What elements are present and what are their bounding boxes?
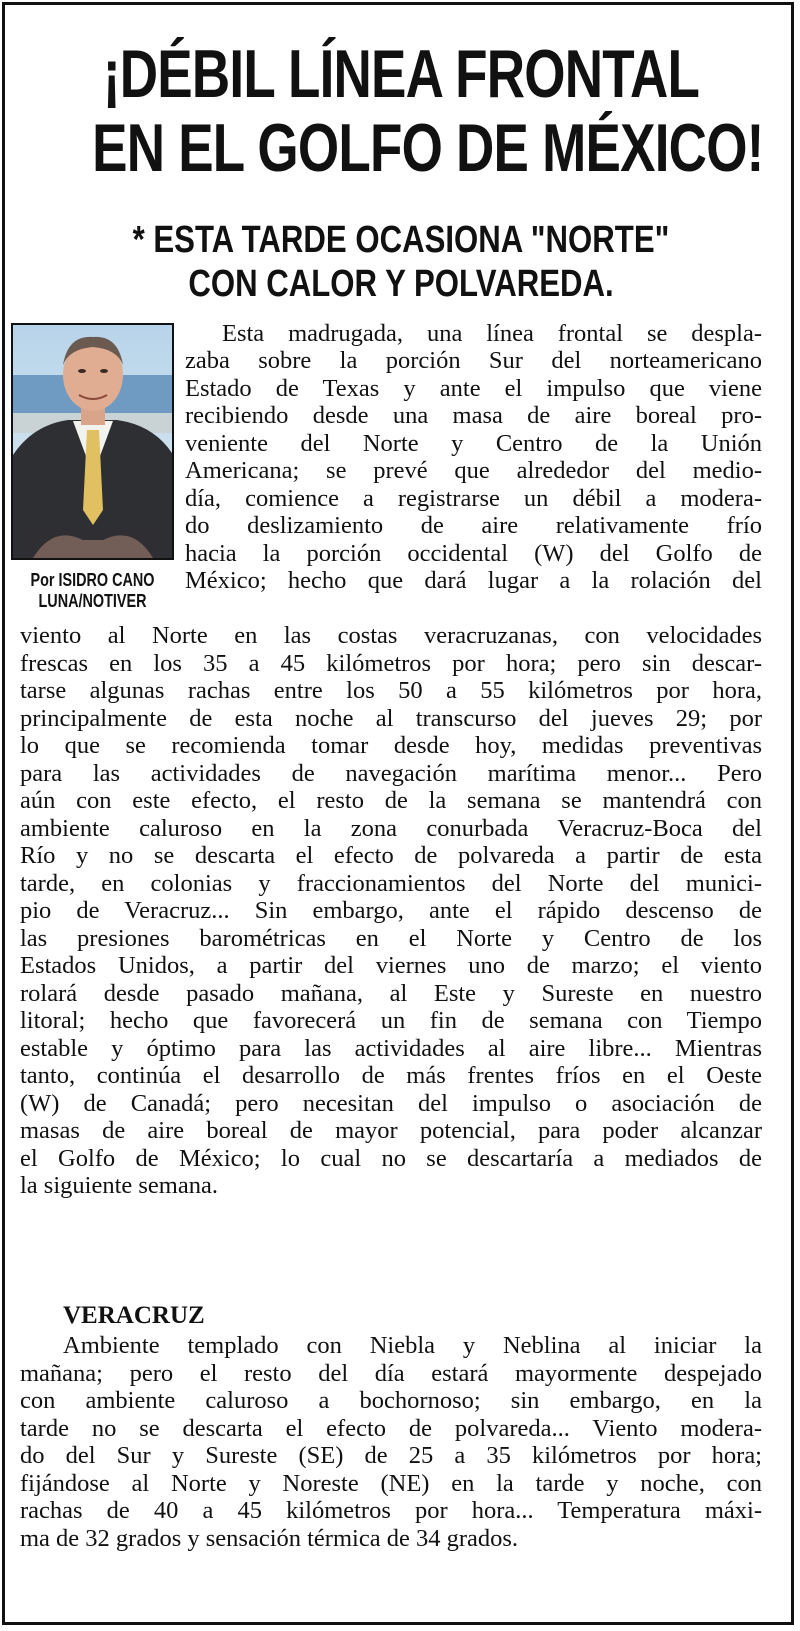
article-line: veniente del Norte y Centro de la Unión (185, 430, 762, 457)
article-line: Estados Unidos, a partir del viernes uno de marzo; el viento (20, 952, 762, 979)
article-line: las presiones barométricas en el Norte y Centro de los (20, 925, 762, 952)
author-portrait-image (13, 325, 172, 558)
article-line: Río y no se descarta el efecto de polvareda a partir de esta (20, 842, 762, 869)
article-line: tanto, continúa el desarrollo de más frentes fríos en el Oeste (20, 1062, 762, 1089)
article-line: hacia la porción occidental (W) del Golfo de (185, 540, 762, 567)
forecast-line: fijándose al Norte y Noreste (NE) en la tarde y noche, con (20, 1470, 762, 1497)
article-frame (2, 2, 794, 1625)
subheadline-line-2: CON CALOR Y POLVAREDA. (188, 263, 614, 305)
headline-line-1: ¡DÉBIL LÍNEA FRONTAL (102, 36, 700, 112)
forecast-line: ma de 32 grados y sensación térmica de 34 grados. (20, 1525, 519, 1552)
article-line: (W) de Canadá; pero necesitan del impulso o asociación de (20, 1090, 762, 1117)
headline (92, 36, 764, 186)
article-line: para las actividades de navegación marítima menor... Pero (20, 760, 762, 787)
article-line: do deslizamiento de aire relativamente frío (185, 512, 762, 539)
article-line: ambiente caluroso en la zona conurbada Veracruz-Boca del (20, 815, 762, 842)
article-line: el Golfo de México; lo cual no se descartaría a mediados de (20, 1145, 762, 1172)
author-byline (27, 570, 157, 612)
article-line: México; hecho que dará lugar a la rolación del (185, 567, 762, 594)
subheadline-line-1: * ESTA TARDE OCASIONA "NORTE" (132, 219, 670, 261)
forecast-line: mañana; pero el resto del día estará mayormente despejado (20, 1360, 762, 1387)
forecast-line: do del Sur y Sureste (SE) de 25 a 35 kilómetros por hora; (20, 1442, 762, 1469)
forecast-line: Ambiente templado con Niebla y Neblina al iniciar la (63, 1332, 762, 1359)
article-line: viento al Norte en las costas veracruzanas, con velocidades (20, 622, 762, 649)
article-line: frescas en los 35 a 45 kilómetros por hora; pero sin descar- (20, 650, 762, 677)
article-line: recibiendo desde una masa de aire boreal pro- (185, 402, 762, 429)
article-line: la siguiente semana. (20, 1172, 218, 1199)
article-line: Americana; se prevé que alrededor del medio- (185, 457, 762, 484)
article-line: litoral; hecho que favorecerá un fin de semana con Tiempo (20, 1007, 762, 1034)
article-line: tarde, en colonias y fraccionamientos del Norte del munici- (20, 870, 762, 897)
byline-line-2: LUNA/NOTIVER (38, 591, 147, 611)
article-line: pio de Veracruz... Sin embargo, ante el rápido descenso de (20, 897, 762, 924)
forecast-line: con ambiente caluroso a bochornoso; sin embargo, en la (20, 1387, 762, 1414)
forecast-line: tarde no se descarta el efecto de polvareda... Viento modera- (20, 1415, 762, 1442)
article-line: rolará desde pasado mañana, al Este y Sureste en nuestro (20, 980, 762, 1007)
article-line: día, comience a registrarse un débil a modera- (185, 485, 762, 512)
section-title-veracruz: VERACRUZ (63, 1302, 205, 1329)
author-photo (11, 323, 174, 560)
forecast-line: rachas de 40 a 45 kilómetros por hora... Temperatura máxi- (20, 1497, 762, 1524)
subheadline (76, 218, 725, 306)
article-line: tarse algunas rachas entre los 50 a 55 kilómetros por hora, (20, 677, 762, 704)
article-line: estable y óptimo para las actividades al aire libre... Mientras (20, 1035, 762, 1062)
headline-line-2: EN EL GOLFO DE MÉXICO! (92, 110, 764, 186)
byline-line-1: Por ISIDRO CANO (30, 570, 155, 590)
article-line: lo que se recomienda tomar desde hoy, medidas preventivas (20, 732, 762, 759)
article-line: masas de aire boreal de mayor potencial, para poder alcanzar (20, 1117, 762, 1144)
article-line: principalmente de esta noche al transcurso del jueves 29; por (20, 705, 762, 732)
article-line: aún con este efecto, el resto de la semana se mantendrá con (20, 787, 762, 814)
article-line: zaba sobre la porción Sur del norteamericano (185, 347, 762, 374)
article-line: Esta madrugada, una línea frontal se despla- (222, 320, 762, 347)
article-line: Estado de Texas y ante el impulso que viene (185, 375, 762, 402)
